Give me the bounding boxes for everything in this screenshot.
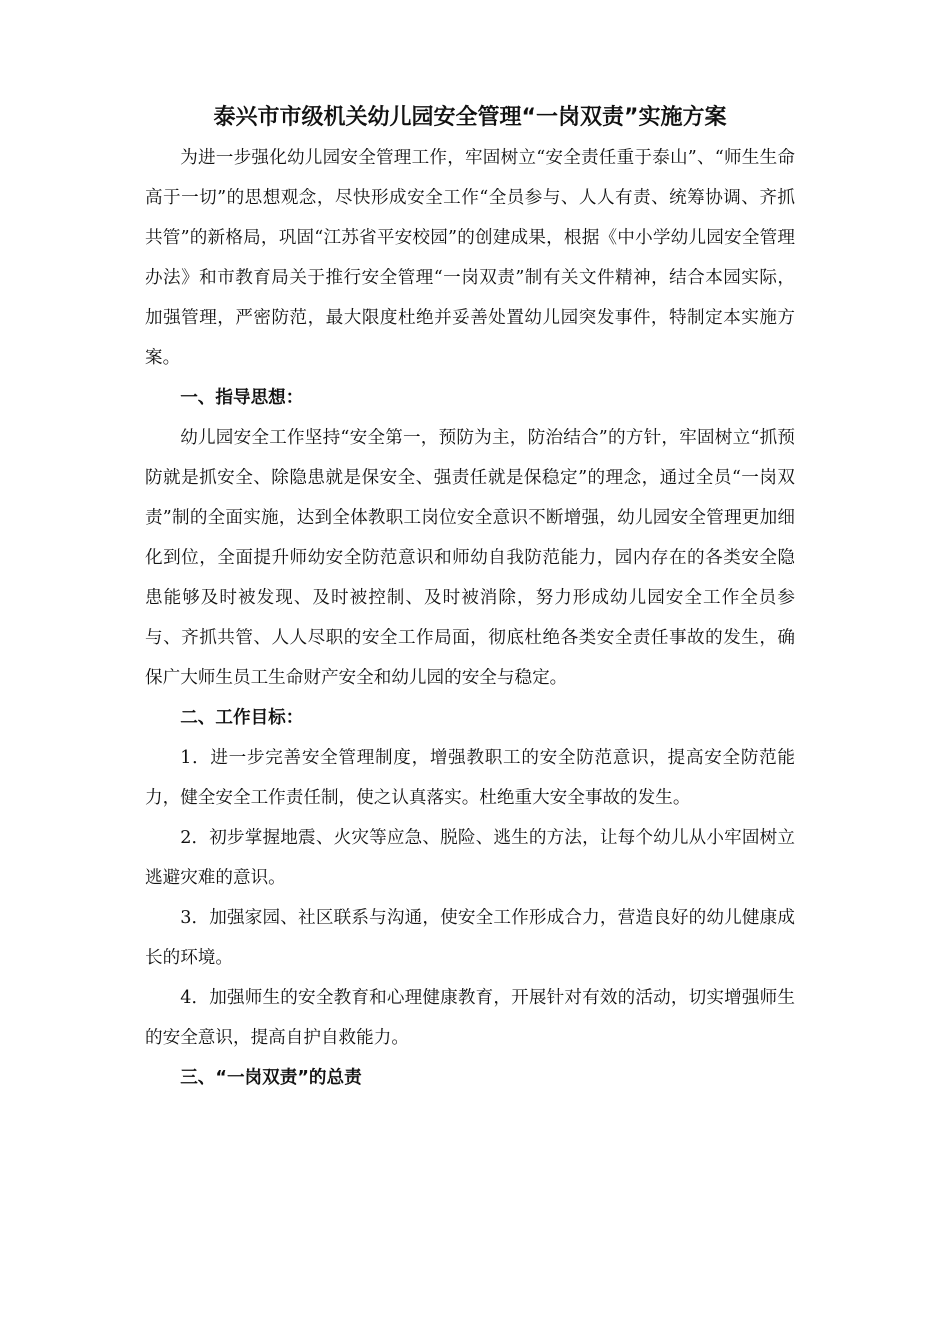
work-goal-item-1: 1．进一步完善安全管理制度，增强教职工的安全防范意识，提高安全防范能力，健全安全工作责任制，使之认真落实。杜绝重大安全事故的发生。 <box>145 748 795 808</box>
document-title: 泰兴市市级机关幼儿园安全管理“一岗双责”实施方案 <box>213 105 727 130</box>
section-heading-guiding-ideology: 一、指导思想： <box>180 388 304 408</box>
work-goal-item-4: 4．加强师生的安全教育和心理健康教育，开展针对有效的活动，切实增强师生的安全意识，提高自护自救能力。 <box>145 988 795 1048</box>
work-goal-item-3: 3．加强家园、社区联系与沟通，使安全工作形成合力，营造良好的幼儿健康成长的环境。 <box>145 908 795 968</box>
guiding-ideology-paragraph: 幼儿园安全工作坚持“安全第一，预防为主，防治结合”的方针，牢固树立“抓预防就是抓安全、除隐患就是保安全、强责任就是保稳定”的理念，通过全员“一岗双责”制的全面实施，达到全体教职工岗位安全意识不断增强，幼儿园安全管理更加细化到位，全面提升师幼安全防范意识和师幼自我防范能力，园内存在的各类安全隐患能够及时被发现、及时被控制、及时被消除，努力形成幼儿园安全工作全员参与、齐抓共管、人人尽职的安全工作局面，彻底杜绝各类安全责任事故的发生，确保广大师生员工生命财产安全和幼儿园的安全与稳定。 <box>145 428 795 688</box>
intro-paragraph: 为进一步强化幼儿园安全管理工作，牢固树立“安全责任重于泰山”、“师生生命高于一切”的思想观念，尽快形成安全工作“全员参与、人人有责、统筹协调、齐抓共管”的新格局，巩固“江苏省平安校园”的创建成果，根据《中小学幼儿园安全管理办法》和市教育局关于推行安全管理“一岗双责”制有关文件精神，结合本园实际，加强管理，严密防范，最大限度杜绝并妥善处置幼儿园突发事件，特制定本实施方案。 <box>145 148 795 368</box>
work-goal-item-2: 2．初步掌握地震、火灾等应急、脱险、逃生的方法，让每个幼儿从小牢固树立逃避灾难的意识。 <box>145 828 795 888</box>
section-heading-work-goals: 二、工作目标： <box>180 708 304 728</box>
document-page <box>145 98 795 1098</box>
section-heading-overall-responsibility: 三、“一岗双责”的总责 <box>180 1068 362 1088</box>
